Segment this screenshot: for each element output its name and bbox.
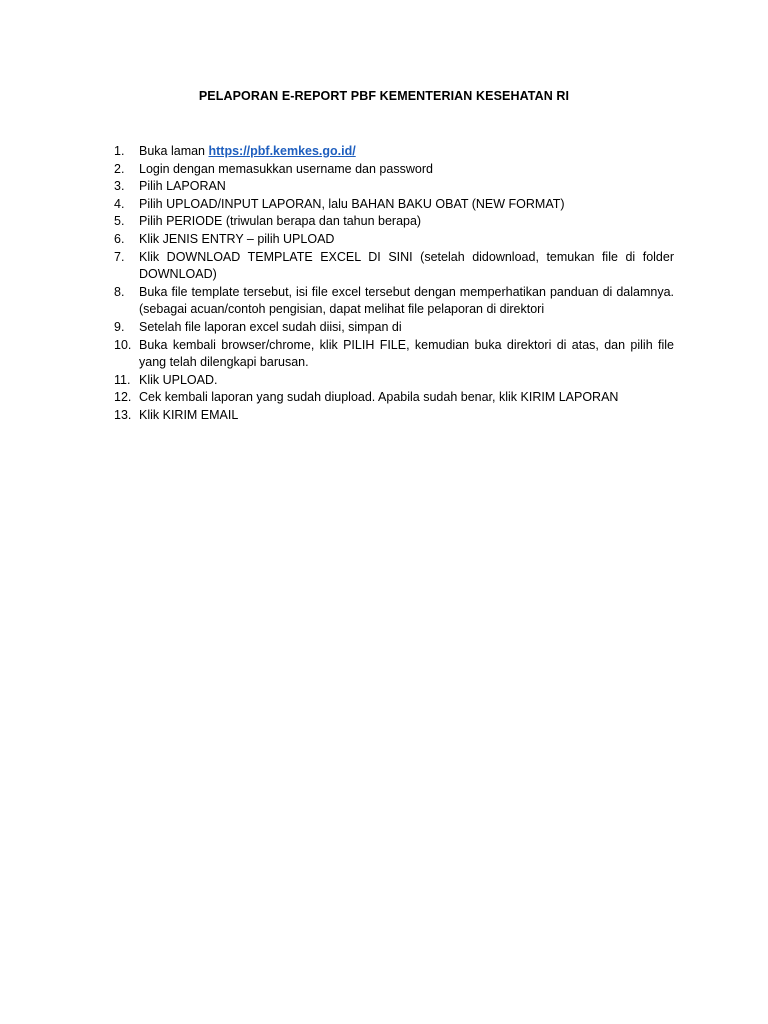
step-text: Klik DOWNLOAD TEMPLATE EXCEL DI SINI (setelah didownload, temukan file di folder DOWNLOAD) xyxy=(139,249,674,282)
step-number: 13. xyxy=(114,407,132,422)
step-text: Pilih UPLOAD/INPUT LAPORAN, lalu BAHAN BAKU OBAT (NEW FORMAT) xyxy=(139,196,565,211)
step-number: 10. xyxy=(114,337,132,352)
step-number: 4. xyxy=(114,196,125,211)
step-text: Login dengan memasukkan username dan password xyxy=(139,161,433,176)
list-item xyxy=(114,161,674,179)
step-text: Klik KIRIM EMAIL xyxy=(139,407,239,422)
step-number: 6. xyxy=(114,231,125,246)
list-item xyxy=(114,407,674,425)
steps-list xyxy=(114,143,674,425)
list-item xyxy=(114,284,674,319)
list-item xyxy=(114,231,674,249)
step-text: Klik UPLOAD. xyxy=(139,372,218,387)
step-text xyxy=(139,143,674,161)
list-item xyxy=(114,389,674,407)
list-item xyxy=(114,143,674,161)
list-item xyxy=(114,196,674,214)
step-text: Buka kembali browser/chrome, klik PILIH FILE, kemudian buka direktori di atas, dan pilih file yang telah dilengkapi barusan. xyxy=(139,337,674,370)
step-text: Pilih PERIODE (triwulan berapa dan tahun berapa) xyxy=(139,214,422,229)
list-item xyxy=(114,213,674,231)
step-text-prefix: Buka laman xyxy=(139,144,209,158)
step-text: Buka file template tersebut, isi file excel tersebut dengan memperhatikan panduan di dalamnya. (sebagai acuan/contoh pengisian, dapat melihat file pelaporan di direktori xyxy=(139,284,674,317)
list-item xyxy=(114,319,674,337)
kemkes-link[interactable]: https://pbf.kemkes.go.id/ xyxy=(208,144,356,158)
list-item xyxy=(114,337,674,372)
step-number: 7. xyxy=(114,249,125,264)
document-title: PELAPORAN E-REPORT PBF KEMENTERIAN KESEHATAN RI xyxy=(198,89,570,103)
list-item xyxy=(114,249,674,284)
step-text: Pilih LAPORAN xyxy=(139,179,226,194)
step-number: 3. xyxy=(114,179,125,194)
step-text: Klik JENIS ENTRY – pilih UPLOAD xyxy=(139,231,335,246)
step-number: 11. xyxy=(114,372,131,387)
step-number: 5. xyxy=(114,214,125,229)
step-number: 8. xyxy=(114,284,125,299)
step-number: 12. xyxy=(114,390,132,405)
step-text: Cek kembali laporan yang sudah diupload. Apabila sudah benar, klik KIRIM LAPORAN xyxy=(139,390,619,405)
step-number: 1. xyxy=(114,144,125,158)
step-text: Setelah file laporan excel sudah diisi, simpan di xyxy=(139,319,402,334)
list-item xyxy=(114,372,674,390)
step-number: 2. xyxy=(114,161,125,176)
step-number: 9. xyxy=(114,319,125,334)
list-item xyxy=(114,178,674,196)
